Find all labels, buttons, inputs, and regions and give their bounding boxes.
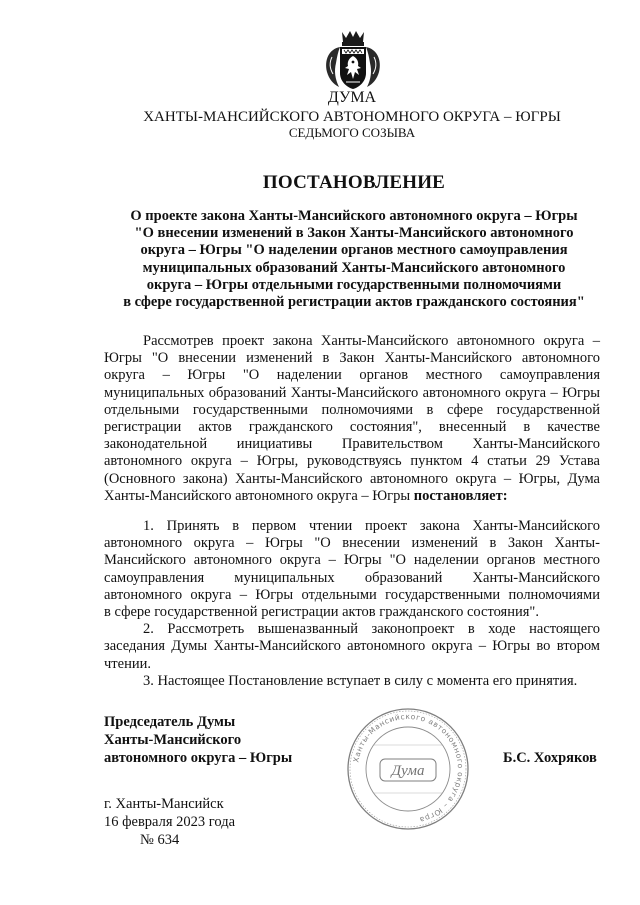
- document-title: [90, 208, 618, 311]
- item-line: 3. Настоящее Постановление вступает в силу с момента его принятия.: [143, 672, 578, 689]
- item-line: чтении.: [104, 655, 151, 672]
- place-date-number: [104, 795, 324, 849]
- title-line: О проекте закона Ханты-Мансийского автономного округа – Югры: [130, 208, 578, 224]
- item-line: 2. Рассмотреть вышеназванный законопроект в ходе настоящего: [143, 621, 600, 638]
- preamble-line: отдельными государственными полномочиями в сфере государственной: [104, 401, 600, 418]
- title-line: "О внесении изменений в Закон Ханты-Мансийского автономного: [134, 225, 574, 242]
- title-line: округа – Югры "О наделении органов местного самоуправления: [140, 242, 568, 259]
- place-city: г. Ханты-Мансийск: [104, 796, 224, 812]
- resolution-items: [104, 518, 600, 690]
- item-line: автономного округа – Югры "О внесении изменений в Закон Ханты-: [104, 535, 600, 552]
- signatory-position-line: Председатель Думы: [104, 714, 236, 730]
- item-line: 1. Принять в первом чтении проект закона Ханты-Мансийского: [143, 518, 600, 534]
- document-type: ПОСТАНОВЛЕНИЕ: [262, 172, 446, 193]
- title-line: муниципальных образований Ханты-Мансийского автономного: [142, 259, 566, 276]
- preamble-line: законодательной инициативы Правительством Ханты-Мансийского: [104, 436, 600, 453]
- document-number: № 634: [140, 832, 180, 848]
- official-seal-icon: [344, 705, 472, 833]
- preamble-line: Рассмотрев проект закона Ханты-Мансийского автономного округа –: [143, 333, 600, 349]
- preamble-line: [104, 488, 600, 505]
- title-line: округа – Югры отдельными государственными полномочиями: [146, 276, 562, 293]
- item-line: в сфере государственной регистрации актов гражданского состояния".: [104, 603, 539, 620]
- convocation: СЕДЬМОГО СОЗЫВА: [288, 125, 416, 140]
- item-line: Мансийского автономного округа – Югры "О наделении органов местного: [104, 552, 600, 569]
- operative-verb: постановляет:: [413, 487, 508, 504]
- preamble-line: (Основного закона) Ханты-Мансийского автономного округа – Югры, Дума: [104, 470, 600, 487]
- signatory-position-line: Ханты-Мансийского: [104, 732, 242, 748]
- preamble-paragraph: [104, 333, 600, 505]
- preamble-last-line: Ханты-Мансийского автономного округа – Югры: [104, 487, 411, 504]
- preamble-line: регистрации актов гражданского состояния", внесенный в качестве: [104, 418, 600, 435]
- region-name: ХАНТЫ-МАНСИЙСКОГО АВТОНОМНОГО ОКРУГА – ЮГРЫ: [143, 109, 561, 125]
- item-line: автономного округа – Югры отдельными государственными полномочиями: [104, 586, 600, 603]
- signatory-name: Б.С. Хохряков: [503, 750, 597, 766]
- preamble-line: муниципальных образований Ханты-Мансийского автономного округа – Югры: [104, 384, 600, 401]
- org-name: ДУМА: [327, 89, 377, 106]
- preamble-line: округа – Югры "О наделении органов местного самоуправления: [104, 367, 600, 384]
- seal-center-text: Дума: [391, 763, 425, 779]
- seal-ring-text: Ханты-Мансийского автономного округа – Югра: [351, 711, 466, 825]
- document-date: 16 февраля 2023 года: [104, 814, 236, 830]
- preamble-line: автономного округа – Югры, руководствуясь пунктом 4 статьи 29 Устава: [104, 453, 600, 470]
- coat-of-arms-icon: [320, 27, 386, 93]
- signatory-position: [104, 713, 334, 767]
- item-line: заседания Думы Ханты-Мансийского автономного округа – Югры во втором: [104, 638, 600, 655]
- signatory-position-line: автономного округа – Югры: [104, 750, 293, 766]
- item-line: самоуправления муниципальных образований Ханты-Мансийского: [104, 569, 600, 586]
- title-line: в сфере государственной регистрации актов гражданского состояния": [123, 293, 585, 310]
- preamble-line: Югры "О внесении изменений в Закон Ханты-Мансийского автономного: [104, 350, 600, 367]
